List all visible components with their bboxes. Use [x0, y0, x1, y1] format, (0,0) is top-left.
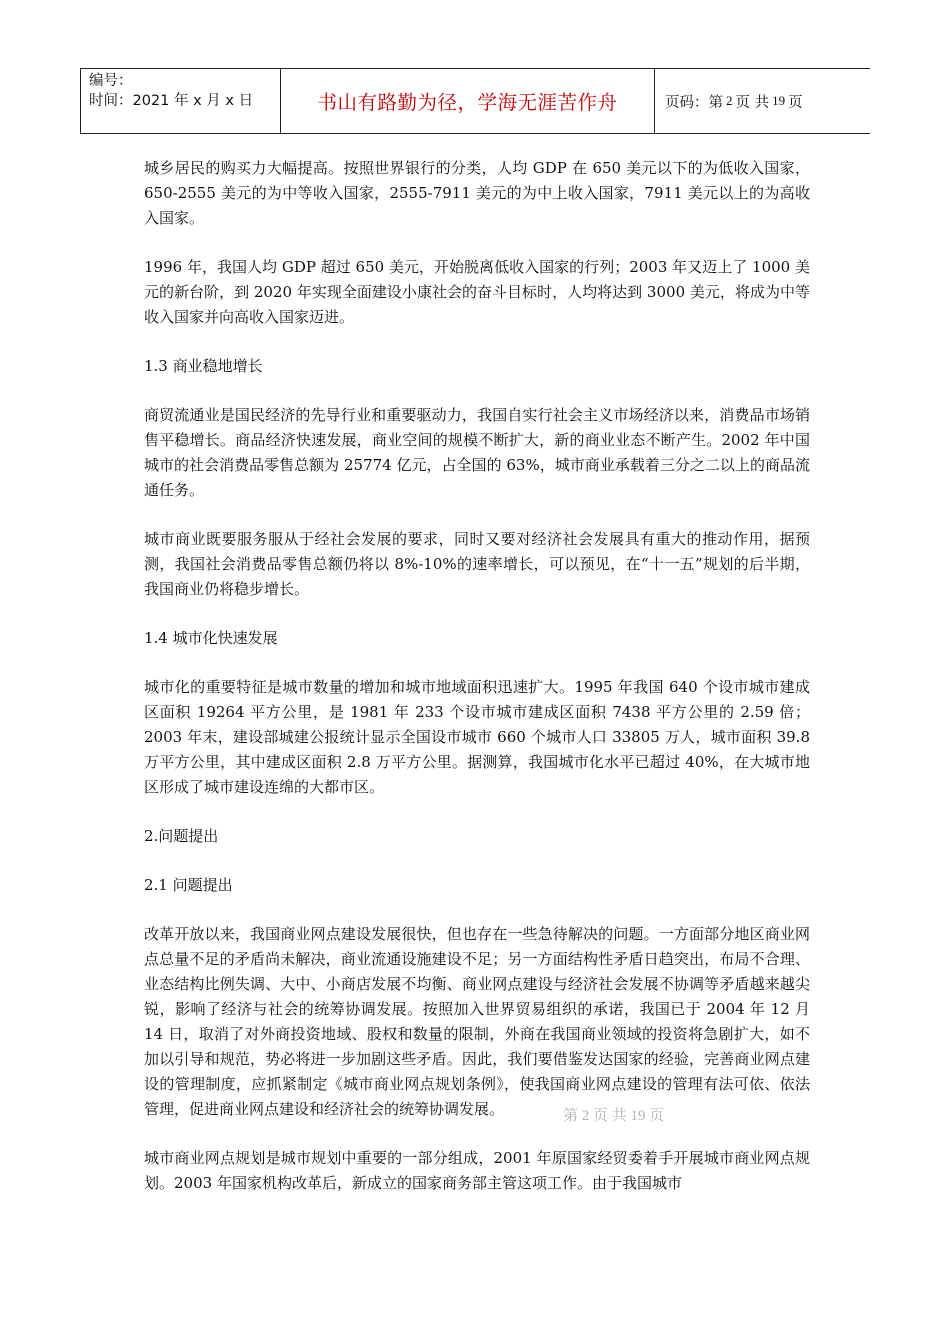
paragraph-forecast: 城市商业既要服务服从于经社会发展的要求，同时又要对经济社会发展具有重大的推动作用，据预测，我国社会消费品零售总额仍将以 8%-10%的速率增长，可以预见，在“十一五”规划的后半期，我国商业仍将稳步增长。	[144, 530, 810, 598]
document-body	[144, 156, 810, 1220]
paragraph-urbanization: 城市化的重要特征是城市数量的增加和城市地域面积迅速扩大。1995 年我国 640 个设市城市建成区面积 19264 平方公里，是 1981 年 233 个设市城市建成区面积 7438 平方公里的 2.59 倍；2003 年末，建设部城建公报统计显示全国设市城市 660 个城市人口 33805 万人，城市面积 39.8 万平方公里，其中建成区面积 2.8 万平方公里。据测算，我国城市化水平已超过 40%，在大城市地区形成了城市建设连绵的大都市区。	[144, 678, 810, 796]
page-prefix: 页码：第	[665, 94, 723, 111]
section-heading-2: 2.问题提出	[144, 827, 219, 845]
paragraph-gdp: 1996 年，我国人均 GDP 超过 650 美元，开始脱离低收入国家的行列；2003 年又迈上了 1000 美元的新台阶，到 2020 年实现全面建设小康社会的奋斗目标时，人均将达到 3000 美元，将成为中等收入国家并向高收入国家迈进。	[144, 258, 810, 326]
page-suffix: 页	[788, 94, 803, 111]
page-header	[80, 68, 870, 134]
page-mid: 页 共	[735, 94, 770, 111]
header-motto: 书山有路勤为径，学海无涯苦作舟	[281, 69, 655, 133]
header-meta	[81, 69, 281, 133]
document-number-label: 编号：	[89, 73, 133, 89]
paragraph-problems: 改革开放以来，我国商业网点建设发展很快，但也存在一些急待解决的问题。一方面部分地区商业网点总量不足的矛盾尚未解决，商业流通设施建设不足；另一方面结构性矛盾日趋突出，布局不合理、业态结构比例失调、大中、小商店发展不均衡、商业网点建设与经济社会发展不协调等矛盾越来越尖锐，影响了经济与社会的统筹协调发展。按照加入世界贸易组织的承诺，我国已于 2004 年 12 月 14 日，取消了对外商投资地域、股权和数量的限制，外商在我国商业领域的投资将急剧扩大，如不加以引导和规范，势必将进一步加剧这些矛盾。因此，我们要借鉴发达国家的经验，完善商业网点建设的管理制度，应抓紧制定《城市商业网点规划条例》，使我国商业网点建设的管理有法可依、依法管理，促进商业网点建设和经济社会的统筹协调发展。	[144, 925, 810, 1118]
paragraph-commerce: 商贸流通业是国民经济的先导行业和重要驱动力，我国自实行社会主义市场经济以来，消费品市场销售平稳增长。商品经济快速发展，商业空间的规模不断扩大，新的商业业态不断产生。2002 年中国城市的社会消费品零售总额为 25774 亿元，占全国的 63%，城市商业承载着三分之二以上的商品流通任务。	[144, 406, 810, 499]
paragraph-income: 城乡居民的购买力大幅提高。按照世界银行的分类，人均 GDP 在 650 美元以下的为低收入国家，650-2555 美元的为中等收入国家，2555-7911 美元的为中上收入国家，7911 美元以上的为高收入国家。	[144, 159, 810, 227]
section-heading-2-1: 2.1 问题提出	[144, 876, 233, 894]
page-total: 19	[772, 93, 786, 108]
page-current: 2	[726, 93, 733, 108]
section-heading-1-4: 1.4 城市化快速发展	[144, 629, 278, 647]
section-heading-1-3: 1.3 商业稳地增长	[144, 357, 263, 375]
document-date: 时间：2021 年 x 月 x 日	[89, 93, 254, 109]
paragraph-planning: 城市商业网点规划是城市规划中重要的一部分组成，2001 年原国家经贸委着手开展城市商业网点规划。2003 年国家机构改革后，新成立的国家商务部主管这项工作。由于我国城市	[144, 1149, 810, 1192]
page-watermark: 第 2 页 共 19 页	[563, 1108, 665, 1124]
page-indicator	[655, 69, 870, 133]
